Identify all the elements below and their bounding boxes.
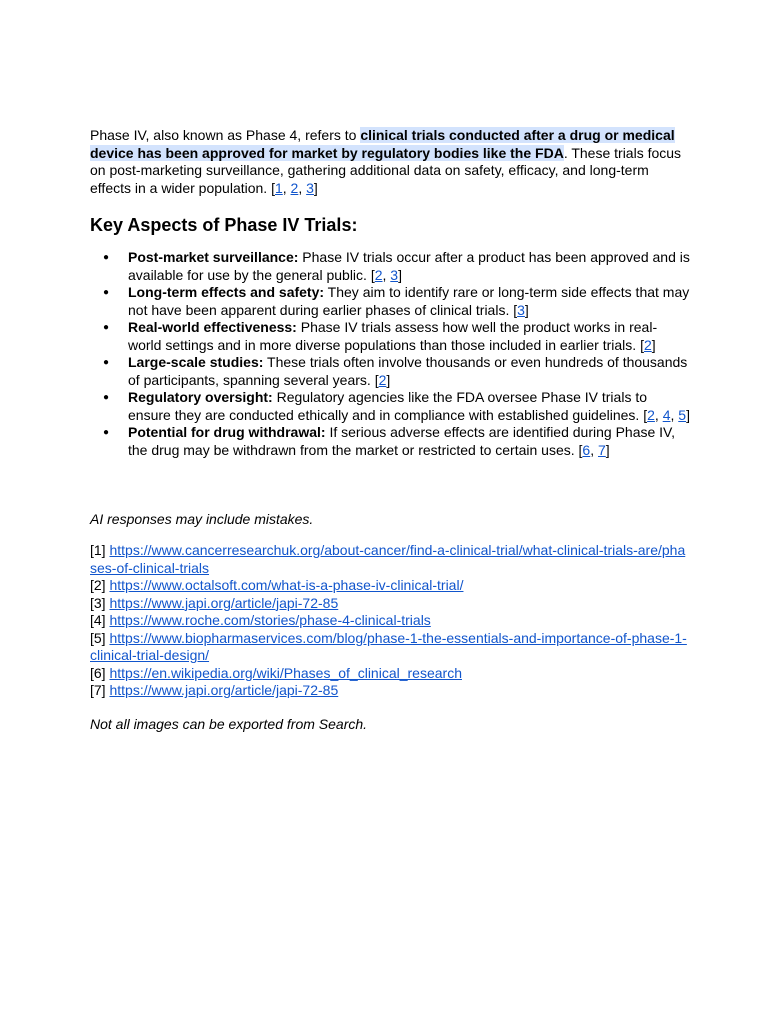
intro-highlight: clinical trials conducted after a drug or medical device has been approved for market by regulatory bodies like the FDA <box>90 127 675 161</box>
bullet-icon: ● <box>103 322 110 333</box>
aspect-text: Regulatory agencies like the FDA oversee Phase IV trials to ensure they are conducted ethically and in compliance with established guidelines. <box>128 389 648 423</box>
citation-link[interactable]: 2 <box>647 406 655 423</box>
citation-link[interactable]: 3 <box>390 266 399 283</box>
aspect-citations: [2] <box>374 371 391 388</box>
bullet-icon: ● <box>103 392 110 403</box>
aspect-citations: [3] <box>513 301 529 318</box>
aspect-citations: [2, 3] <box>370 266 402 283</box>
reference-link[interactable]: https://www.japi.org/article/japi-72-85 <box>109 682 339 698</box>
citation-link[interactable]: 4 <box>662 406 671 423</box>
reference-link[interactable]: https://www.biopharmaservices.com/blog/phase-1-the-essentials-and-importance-of-phase-1-clinical-trial-design/ <box>90 629 687 663</box>
aspect-citations: [2, 4, 5] <box>643 406 690 423</box>
intro-citations: [1, 2, 3] <box>271 179 318 196</box>
reference-item <box>90 542 690 577</box>
intro-text-before: Phase IV, also known as Phase 4, refers to <box>90 127 361 143</box>
aspects-list <box>90 249 690 459</box>
citation-link[interactable]: 7 <box>598 441 606 458</box>
reference-label: [5] <box>90 629 106 646</box>
aspect-title: Regulatory oversight: <box>128 389 273 405</box>
aspect-title: Potential for drug withdrawal: <box>128 424 326 440</box>
aspect-citations: [2] <box>640 336 656 353</box>
reference-label: [2] <box>90 577 106 593</box>
aspect-text: Phase IV trials occur after a product has been approved and is available for use by the general public. <box>128 249 690 283</box>
reference-item <box>90 630 690 665</box>
citation-link[interactable]: 2 <box>643 336 652 353</box>
reference-label: [1] <box>90 542 106 558</box>
citation-link[interactable]: 2 <box>374 266 383 283</box>
citation-link[interactable]: 3 <box>517 301 525 318</box>
aspect-text: These trials often involve thousands or even hundreds of thousands of participants, spanning several years. <box>128 354 688 388</box>
reference-label: [6] <box>90 664 106 681</box>
citation-link[interactable]: 2 <box>378 371 387 388</box>
aspect-item <box>90 424 690 459</box>
reference-link[interactable]: https://en.wikipedia.org/wiki/Phases_of_clinical_research <box>109 664 462 681</box>
citation-link[interactable]: 5 <box>678 406 687 423</box>
citation-link[interactable]: 1 <box>274 179 283 196</box>
aspect-title: Real-world effectiveness: <box>128 319 297 335</box>
aspect-title: Long-term effects and safety: <box>128 284 325 300</box>
aspect-item <box>90 319 690 354</box>
aspect-text: Phase IV trials assess how well the product works in real-world settings and in more diverse populations than those included in earlier trials. <box>128 319 658 353</box>
intro-paragraph <box>90 127 690 197</box>
aspect-citations: [6, 7] <box>578 441 610 458</box>
section-heading: Key Aspects of Phase IV Trials: <box>90 215 358 235</box>
reference-link[interactable]: https://www.cancerresearchuk.org/about-cancer/find-a-clinical-trial/what-clinical-trials-are/phases-of-clinical-trials <box>90 542 686 576</box>
reference-item <box>90 577 690 595</box>
aspect-item <box>90 354 690 389</box>
aspect-text: They aim to identify rare or long-term side effects that may not have been apparent during earlier phases of clinical trials. <box>128 284 690 318</box>
intro-text-after: . These trials focus on post-marketing surveillance, gathering additional data on safety, efficacy, and long-term effects in a wider population. <box>90 144 682 196</box>
bullet-icon: ● <box>103 252 110 263</box>
ai-disclaimer: AI responses may include mistakes. <box>90 511 314 527</box>
aspect-title: Large-scale studies: <box>128 354 264 370</box>
reference-item <box>90 682 690 700</box>
reference-item <box>90 665 690 683</box>
bullet-icon: ● <box>103 287 110 298</box>
aspect-item <box>90 249 690 284</box>
reference-item <box>90 595 690 613</box>
reference-label: [4] <box>90 612 106 628</box>
citation-link[interactable]: 6 <box>582 441 591 458</box>
references-list <box>90 542 690 700</box>
reference-item <box>90 612 690 630</box>
aspect-title: Post-market surveillance: <box>128 249 299 265</box>
citation-link[interactable]: 3 <box>306 179 314 196</box>
reference-label: [7] <box>90 682 106 698</box>
aspect-text: If serious adverse effects are identified during Phase IV, the drug may be withdrawn from the market or restricted to certain uses. <box>128 424 675 458</box>
reference-link[interactable]: https://www.octalsoft.com/what-is-a-phase-iv-clinical-trial/ <box>109 577 464 593</box>
reference-link[interactable]: https://www.roche.com/stories/phase-4-clinical-trials <box>109 612 431 628</box>
aspect-item <box>90 389 690 424</box>
citation-link[interactable]: 2 <box>290 179 299 196</box>
bullet-icon: ● <box>103 427 110 438</box>
export-note: Not all images can be exported from Search. <box>90 716 368 732</box>
reference-link[interactable]: https://www.japi.org/article/japi-72-85 <box>109 594 339 611</box>
aspect-item <box>90 284 690 319</box>
reference-label: [3] <box>90 594 106 611</box>
bullet-icon: ● <box>103 357 110 368</box>
